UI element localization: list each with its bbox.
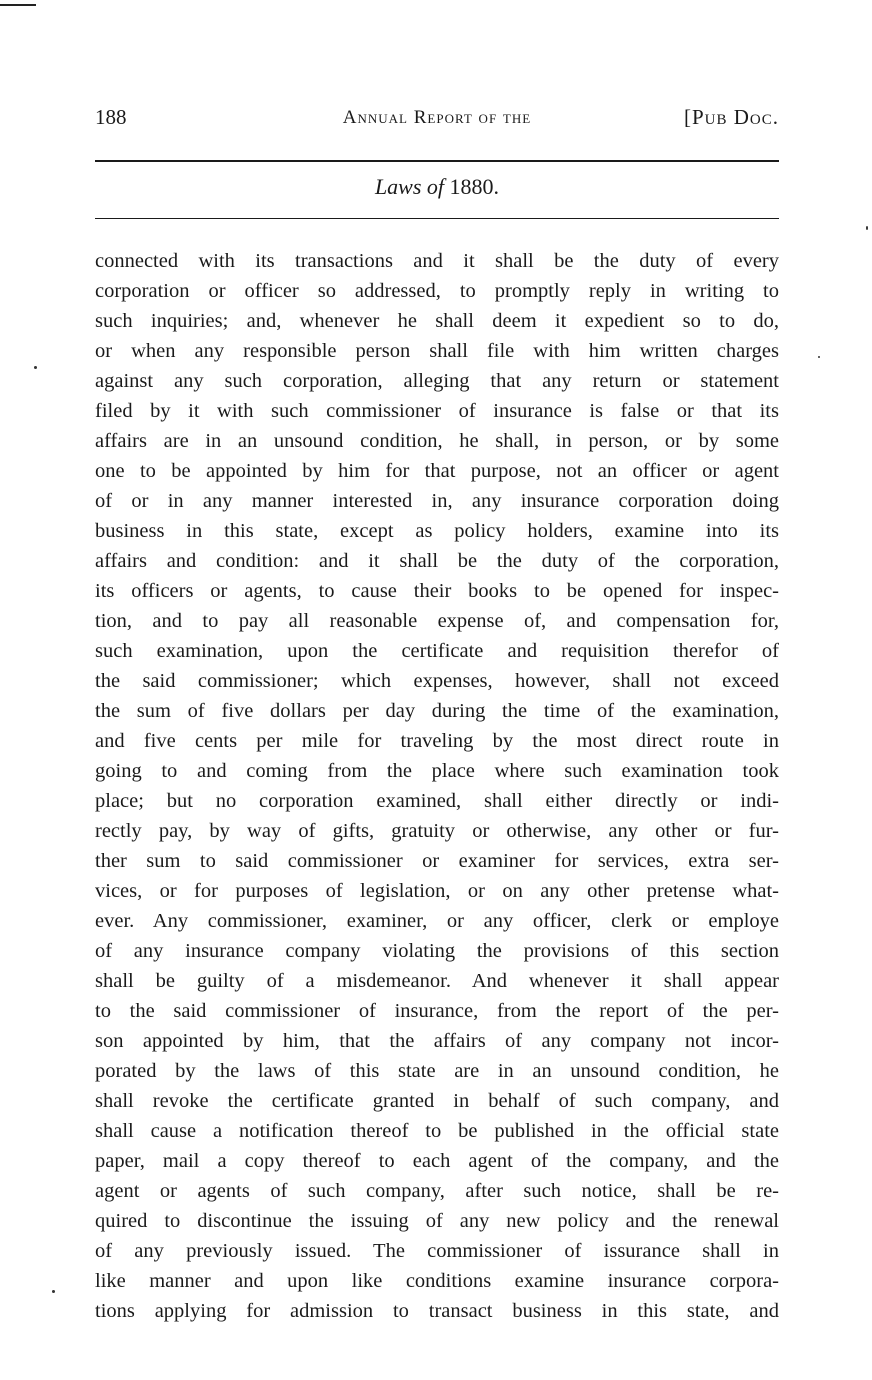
text-line xyxy=(95,846,779,876)
text-line-content: the said commissioner; which expenses, however, shall not exceed xyxy=(95,670,779,692)
text-line xyxy=(95,756,779,786)
text-line xyxy=(95,336,779,366)
text-line-content: vices, or for purposes of legislation, or on any other pretense what- xyxy=(95,880,779,902)
text-line xyxy=(95,1236,779,1266)
text-line xyxy=(95,1026,779,1056)
doc-label: [Pub Doc. xyxy=(683,105,779,129)
text-line-content: of any insurance company violating the provisions of this section xyxy=(95,940,779,962)
text-line xyxy=(95,606,779,636)
section-title-of: of xyxy=(426,174,445,199)
running-title: Annual Report of the xyxy=(342,107,532,128)
text-line-content: paper, mail a copy thereof to each agent of the company, and the xyxy=(95,1150,779,1172)
text-line-content: its officers or agents, to cause their books to be opened for inspec- xyxy=(95,580,779,602)
text-line-content: filed by it with such commissioner of insurance is false or that its xyxy=(95,400,779,422)
text-line-content: affairs are in an unsound condition, he shall, in person, or by some xyxy=(95,430,779,452)
text-line-content: going to and coming from the place where such examination took xyxy=(95,760,779,782)
section-title xyxy=(95,174,779,200)
text-line xyxy=(95,426,779,456)
text-line xyxy=(95,816,779,846)
text-line xyxy=(95,366,779,396)
text-line-content: quired to discontinue the issuing of any new policy and the renewal xyxy=(95,1210,779,1232)
body-text xyxy=(95,246,779,1326)
text-line-content: affairs and condition: and it shall be the duty of the corporation, xyxy=(95,550,779,572)
text-line xyxy=(95,726,779,756)
text-line-content: like manner and upon like conditions examine insurance corpora- xyxy=(95,1270,779,1292)
text-line xyxy=(95,1176,779,1206)
text-line-content: place; but no corporation examined, shall either directly or indi- xyxy=(95,790,779,812)
text-line xyxy=(95,636,779,666)
text-line-content: against any such corporation, alleging that any return or statement xyxy=(95,370,779,392)
text-line-content: ther sum to said commissioner or examiner for services, extra ser- xyxy=(95,850,779,872)
text-line-content: rectly pay, by way of gifts, gratuity or otherwise, any other or fur- xyxy=(95,820,779,842)
text-line-content: agent or agents of such company, after such notice, shall be re- xyxy=(95,1180,779,1202)
text-line-content: porated by the laws of this state are in an unsound condition, he xyxy=(95,1060,779,1082)
text-line xyxy=(95,306,779,336)
text-line-content: to the said commissioner of insurance, from the report of the per- xyxy=(95,1000,779,1022)
section-title-word: Laws xyxy=(374,174,422,199)
text-line xyxy=(95,966,779,996)
text-line xyxy=(95,1296,779,1326)
text-line-content: tion, and to pay all reasonable expense of, and compensation for, xyxy=(95,610,779,632)
page-speck xyxy=(866,226,868,230)
page-speck xyxy=(34,366,37,369)
text-line xyxy=(95,906,779,936)
text-line xyxy=(95,936,779,966)
text-line-content: or when any responsible person shall file with him written charges xyxy=(95,340,779,362)
text-line xyxy=(95,996,779,1026)
text-line-content: such examination, upon the certificate and requisition therefor of xyxy=(95,640,779,662)
text-line-content: such inquiries; and, whenever he shall deem it expedient so to do, xyxy=(95,310,779,332)
text-line xyxy=(95,486,779,516)
text-line xyxy=(95,576,779,606)
text-line xyxy=(95,456,779,486)
page-speck xyxy=(818,356,820,358)
text-line xyxy=(95,1206,779,1236)
text-line-content: shall be guilty of a misdemeanor. And whenever it shall appear xyxy=(95,970,779,992)
text-line-content: tions applying for admission to transact business in this state, and xyxy=(95,1300,779,1322)
text-line xyxy=(95,516,779,546)
text-line-content: of or in any manner interested in, any insurance corporation doing xyxy=(95,490,779,512)
header-rule-top xyxy=(95,160,779,162)
text-line-content: and five cents per mile for traveling by the most direct route in xyxy=(95,730,779,752)
header-rule-bottom xyxy=(95,218,779,219)
text-line xyxy=(95,696,779,726)
text-line-content: son appointed by him, that the affairs of any company not incor- xyxy=(95,1030,779,1052)
text-line xyxy=(95,876,779,906)
section-title-year: 1880. xyxy=(449,174,500,199)
text-line xyxy=(95,1086,779,1116)
text-line xyxy=(95,1116,779,1146)
page-number: 188 xyxy=(95,105,127,129)
text-line-content: corporation or officer so addressed, to promptly reply in writing to xyxy=(95,280,779,302)
page-header xyxy=(95,105,779,135)
text-line xyxy=(95,666,779,696)
text-line xyxy=(95,546,779,576)
text-line-content: shall revoke the certificate granted in behalf of such company, and xyxy=(95,1090,779,1112)
text-line-content: ever. Any commissioner, examiner, or any officer, clerk or employe xyxy=(95,910,779,932)
text-line-content: of any previously issued. The commissioner of issurance shall in xyxy=(95,1240,779,1262)
text-line xyxy=(95,276,779,306)
text-line xyxy=(95,786,779,816)
text-line-content: one to be appointed by him for that purpose, not an officer or agent xyxy=(95,460,779,482)
text-line xyxy=(95,396,779,426)
text-line xyxy=(95,246,779,276)
text-line xyxy=(95,1146,779,1176)
page-corner-mark xyxy=(0,4,36,6)
text-line-content: connected with its transactions and it shall be the duty of every xyxy=(95,250,779,272)
text-line xyxy=(95,1266,779,1296)
text-line-content: business in this state, except as policy holders, examine into its xyxy=(95,520,779,542)
page-speck xyxy=(52,1290,55,1293)
text-line-content: shall cause a notification thereof to be published in the official state xyxy=(95,1120,779,1142)
text-line-content: the sum of five dollars per day during the time of the examination, xyxy=(95,700,779,722)
text-line xyxy=(95,1056,779,1086)
